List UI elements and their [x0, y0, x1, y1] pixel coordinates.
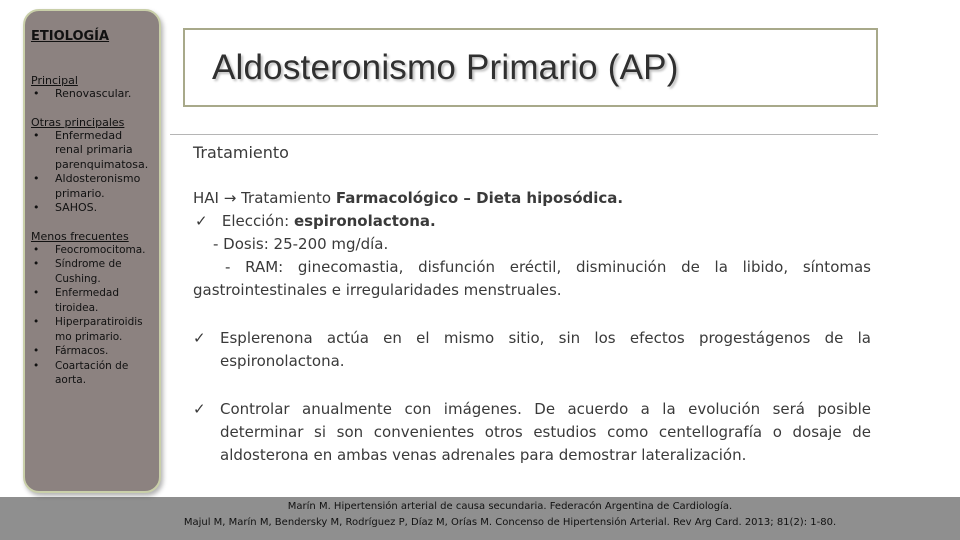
controlar-item [193, 398, 871, 467]
list-item: • Renovascular. [31, 87, 153, 102]
check-icon: ✓ [193, 329, 206, 347]
hai-bold: Farmacológico – Dieta hiposódica. [335, 189, 624, 207]
principal-list [31, 87, 153, 102]
eplerenona-item [193, 327, 871, 373]
menos-heading: Menos frecuentes [31, 229, 129, 243]
arrow-icon: → [223, 189, 237, 207]
list-item: • Enfermedad tiroidea. [31, 286, 153, 315]
check-icon: ✓ [195, 212, 208, 230]
controlar-text: Controlar anualmente con imágenes. De acuerdo a la evolución será posible determinar si son convenientes otros estudios como centellografía o dosaje de aldosterona en ambas venas adrenales para demostrar lateralización. [220, 400, 871, 464]
list-item: • Aldosteronismo primario. [31, 172, 153, 201]
section-subtitle: Tratamiento [193, 143, 289, 162]
footer-reference-1: Marín M. Hipertensión arterial de causa secundaria. Federacón Argentina de Cardiología. [287, 501, 733, 512]
list-item: • Coartación de aorta. [31, 359, 153, 388]
list-item: • Síndrome de Cushing. [31, 257, 153, 286]
list-item: • Hiperparatiroidis mo primario. [31, 315, 153, 344]
page-title: Aldosteronismo Primario (AP) [212, 48, 679, 87]
otras-list [31, 129, 153, 216]
hai-prefix: HAI [193, 189, 219, 207]
eleccion-label: Elección: [221, 212, 294, 230]
list-item: • Feocromocitoma. [31, 243, 153, 258]
principal-heading: Principal [31, 74, 78, 87]
ram-line-2: gastrointestinales e irregularidades menstruales. [193, 281, 562, 299]
main-content [193, 140, 871, 467]
etiologia-sidebar [23, 9, 161, 493]
dosis-line: - Dosis: 25-200 mg/día. [213, 235, 389, 253]
menos-list [31, 243, 153, 388]
eplerenona-text: Esplerenona actúa en el mismo sitio, sin los efectos progestágenos de la espironolactona. [220, 329, 871, 370]
list-item: • SAHOS. [31, 201, 153, 216]
check-icon: ✓ [193, 400, 206, 418]
ram-line-1: - RAM: ginecomastia, disfunción eréctil, disminución de la libido, síntomas [225, 258, 871, 276]
eleccion-line [193, 210, 871, 233]
footer-reference-2: Majul M, Marín M, Bendersky M, Rodríguez P, Díaz M, Orías M. Concenso de Hipertensión Arterial. Rev Arg Card. 2013; 81(2): 1-80. [183, 517, 837, 528]
eleccion-bold: espironolactona. [293, 212, 436, 230]
title-divider [170, 134, 878, 135]
list-item: • Fármacos. [31, 344, 153, 359]
hai-text: Tratamiento [236, 189, 336, 207]
list-item: • Enfermedad renal primaria parenquimatosa. [31, 129, 153, 173]
sidebar-title: ETIOLOGÍA [31, 29, 110, 44]
hai-line [193, 187, 871, 210]
otras-heading: Otras principales [31, 115, 125, 129]
